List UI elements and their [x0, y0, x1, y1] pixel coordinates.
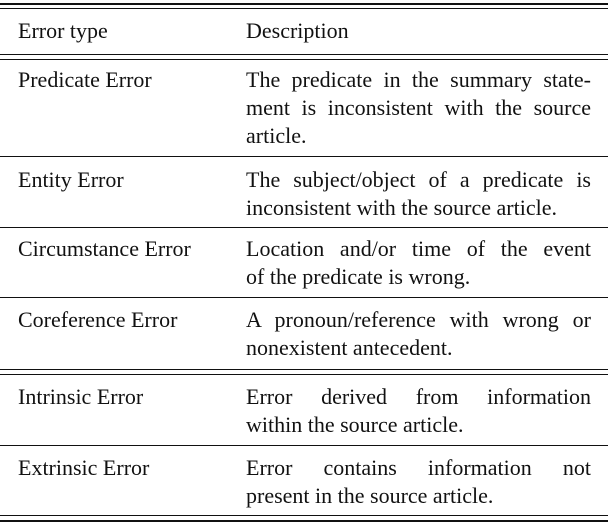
- row-description: The subject/object of a predicate is inconsistent with the source article.: [246, 167, 591, 220]
- header-error-type: Error type: [18, 18, 108, 43]
- row-divider: [0, 445, 608, 446]
- group-rule-2: [0, 374, 608, 375]
- row-divider: [0, 297, 608, 298]
- row-error-type: Predicate Error: [18, 67, 152, 92]
- bottom-rule-outer: [0, 520, 608, 522]
- row-description: Location and/or time of the event of the predicate is wrong.: [246, 236, 591, 289]
- top-rule-outer: [0, 3, 608, 5]
- row-error-type: Entity Error: [18, 167, 124, 192]
- row-description: The predicate in the summary state- ment is inconsistent with the source article.: [246, 67, 591, 148]
- header-rule-1: [0, 54, 608, 55]
- row-error-type: Coreference Error: [18, 307, 178, 332]
- row-description: Error contains information not present in the source article.: [246, 455, 591, 508]
- row-error-type: Intrinsic Error: [18, 384, 144, 409]
- row-error-type: Circumstance Error: [18, 236, 191, 261]
- row-divider: [0, 227, 608, 228]
- bottom-rule-inner: [0, 515, 608, 516]
- row-divider: [0, 156, 608, 157]
- top-rule-inner: [0, 8, 608, 9]
- row-description: A pronoun/reference with wrong or nonexistent antecedent.: [246, 307, 591, 360]
- row-description: Error derived from information within the source article.: [246, 384, 591, 437]
- header-rule-2: [0, 59, 608, 60]
- row-error-type: Extrinsic Error: [18, 455, 150, 480]
- header-description: Description: [246, 18, 349, 43]
- group-rule-1: [0, 369, 608, 370]
